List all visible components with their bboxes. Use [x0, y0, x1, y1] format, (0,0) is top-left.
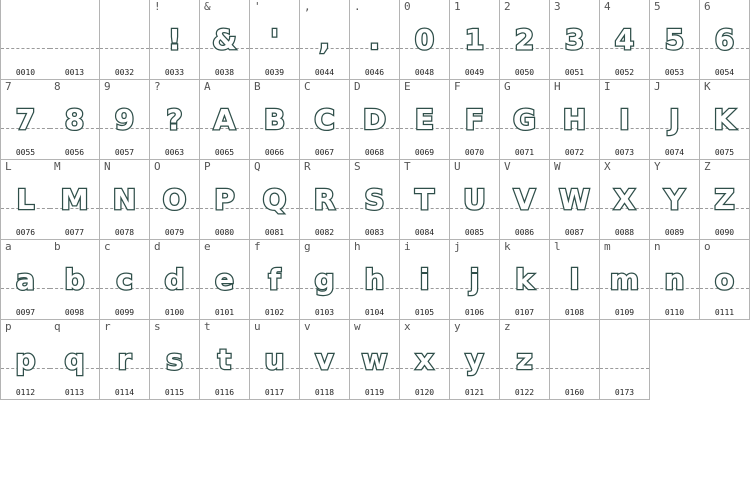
glyph-preview — [50, 20, 99, 60]
glyph-preview: F — [464, 103, 485, 136]
character-label: ? — [154, 80, 161, 93]
character-code: 0065 — [214, 148, 235, 157]
character-label: B — [254, 80, 261, 93]
character-label: w — [354, 320, 361, 333]
character-code: 0054 — [714, 68, 735, 77]
glyph-preview: E — [414, 103, 435, 136]
character-label: R — [304, 160, 311, 173]
glyph-cell[interactable] — [200, 0, 250, 80]
glyph-cell[interactable] — [600, 80, 650, 160]
character-code: 0080 — [214, 228, 235, 237]
character-label: m — [604, 240, 611, 253]
glyph-preview: A — [213, 103, 236, 136]
character-code: 0010 — [15, 68, 36, 77]
glyph-cell[interactable] — [550, 320, 600, 400]
glyph-cell[interactable] — [450, 240, 500, 320]
glyph-preview: 2 — [514, 23, 535, 56]
character-code: 0073 — [614, 148, 635, 157]
glyph-preview — [100, 20, 149, 60]
glyph-cell[interactable] — [350, 320, 400, 400]
glyph-cell[interactable] — [0, 320, 51, 400]
glyph-preview: H — [562, 103, 587, 136]
glyph-preview: X — [613, 183, 636, 216]
glyph-cell[interactable] — [350, 0, 400, 80]
character-label: c — [104, 240, 111, 253]
glyph-cell[interactable] — [200, 240, 250, 320]
character-code: 0048 — [414, 68, 435, 77]
glyph-preview: j — [469, 263, 480, 296]
character-code: 0089 — [664, 228, 685, 237]
character-label: Y — [654, 160, 661, 173]
glyph-cell[interactable] — [350, 80, 400, 160]
character-code: 0117 — [264, 388, 285, 397]
character-code: 0104 — [364, 308, 385, 317]
character-label: C — [304, 80, 311, 93]
glyph-preview: 3 — [564, 23, 585, 56]
character-label: z — [504, 320, 511, 333]
glyph-cell[interactable] — [300, 240, 350, 320]
character-code: 0119 — [364, 388, 385, 397]
character-label: & — [204, 0, 211, 13]
character-label: F — [454, 80, 461, 93]
character-code: 0013 — [64, 68, 85, 77]
character-code: 0108 — [564, 308, 585, 317]
glyph-preview: M — [60, 183, 89, 216]
glyph-preview: L — [16, 183, 35, 216]
character-label: 8 — [54, 80, 61, 93]
character-code: 0114 — [114, 388, 135, 397]
character-label: 4 — [604, 0, 611, 13]
character-code: 0160 — [564, 388, 585, 397]
character-code: 0050 — [514, 68, 535, 77]
glyph-preview: Y — [664, 183, 685, 216]
character-code: 0044 — [314, 68, 335, 77]
glyph-preview: s — [166, 343, 183, 376]
character-code: 0067 — [314, 148, 335, 157]
character-label: D — [354, 80, 361, 93]
character-code: 0120 — [414, 388, 435, 397]
glyph-preview: o — [714, 263, 735, 296]
glyph-preview: h — [364, 263, 385, 296]
character-code: 0078 — [114, 228, 135, 237]
glyph-row — [0, 320, 751, 400]
character-label: k — [504, 240, 511, 253]
glyph-preview: S — [364, 183, 385, 216]
glyph-cell[interactable] — [150, 80, 200, 160]
character-label: S — [354, 160, 361, 173]
glyph-cell[interactable] — [500, 240, 550, 320]
character-label: V — [504, 160, 511, 173]
glyph-cell[interactable] — [0, 80, 51, 160]
glyph-preview: r — [117, 343, 132, 376]
character-label: j — [454, 240, 461, 253]
glyph-preview: Q — [262, 183, 287, 216]
glyph-preview: p — [15, 343, 36, 376]
glyph-preview: J — [669, 103, 680, 136]
glyph-cell[interactable] — [300, 80, 350, 160]
glyph-preview: 4 — [614, 23, 635, 56]
glyph-preview: K — [713, 103, 736, 136]
glyph-preview: R — [313, 183, 336, 216]
character-code: 0102 — [264, 308, 285, 317]
glyph-preview: w — [361, 343, 388, 376]
character-code: 0122 — [514, 388, 535, 397]
glyph-preview: W — [559, 183, 590, 216]
character-code: 0088 — [614, 228, 635, 237]
glyph-cell[interactable] — [150, 160, 200, 240]
glyph-cell[interactable] — [400, 240, 450, 320]
character-code: 0118 — [314, 388, 335, 397]
glyph-preview: i — [419, 263, 430, 296]
character-code: 0087 — [564, 228, 585, 237]
glyph-cell[interactable] — [700, 0, 750, 80]
character-label: 0 — [404, 0, 411, 13]
glyph-preview: g — [314, 263, 335, 296]
character-code: 0113 — [64, 388, 85, 397]
character-code: 0115 — [164, 388, 185, 397]
glyph-preview: a — [16, 263, 35, 296]
glyph-cell[interactable] — [500, 80, 550, 160]
character-label: i — [404, 240, 411, 253]
character-code: 0068 — [364, 148, 385, 157]
glyph-preview: ! — [168, 23, 181, 56]
character-label: E — [404, 80, 411, 93]
character-code: 0057 — [114, 148, 135, 157]
glyph-cell[interactable] — [650, 80, 700, 160]
glyph-preview: m — [609, 263, 640, 296]
glyph-cell[interactable] — [250, 160, 300, 240]
glyph-preview: B — [263, 103, 286, 136]
glyph-cell[interactable] — [600, 160, 650, 240]
character-label: v — [304, 320, 311, 333]
character-code: 0110 — [664, 308, 685, 317]
glyph-row — [0, 160, 751, 240]
character-code: 0101 — [214, 308, 235, 317]
glyph-cell[interactable] — [250, 320, 300, 400]
character-label: J — [654, 80, 661, 93]
glyph-preview: . — [369, 23, 380, 56]
glyph-preview: 1 — [464, 23, 485, 56]
glyph-preview: 5 — [664, 23, 685, 56]
character-label: x — [404, 320, 411, 333]
glyph-preview: b — [64, 263, 85, 296]
glyph-preview: & — [212, 23, 237, 56]
glyph-row — [0, 240, 751, 320]
glyph-preview: y — [465, 343, 484, 376]
glyph-preview: ' — [270, 23, 279, 56]
character-code: 0049 — [464, 68, 485, 77]
glyph-cell[interactable] — [0, 0, 51, 80]
glyph-cell[interactable] — [300, 0, 350, 80]
character-code: 0106 — [464, 308, 485, 317]
character-label: Q — [254, 160, 261, 173]
glyph-row — [0, 0, 751, 80]
glyph-cell[interactable] — [500, 0, 550, 80]
character-label: G — [504, 80, 511, 93]
glyph-cell[interactable] — [450, 160, 500, 240]
glyph-cell[interactable] — [100, 80, 150, 160]
character-label: K — [704, 80, 711, 93]
glyph-cell[interactable] — [200, 320, 250, 400]
character-label: l — [554, 240, 561, 253]
glyph-cell[interactable] — [550, 160, 600, 240]
character-label: 3 — [554, 0, 561, 13]
glyph-cell[interactable] — [300, 160, 350, 240]
character-label: n — [654, 240, 661, 253]
character-label: A — [204, 80, 211, 93]
character-code: 0056 — [64, 148, 85, 157]
character-code: 0121 — [464, 388, 485, 397]
character-code: 0055 — [15, 148, 36, 157]
character-code: 0069 — [414, 148, 435, 157]
character-code: 0100 — [164, 308, 185, 317]
glyph-cell[interactable] — [600, 320, 650, 400]
glyph-cell[interactable] — [100, 0, 150, 80]
character-code: 0109 — [614, 308, 635, 317]
character-label: O — [154, 160, 161, 173]
glyph-cell[interactable] — [400, 160, 450, 240]
character-code: 0112 — [15, 388, 36, 397]
glyph-preview: T — [414, 183, 435, 216]
glyph-cell[interactable] — [400, 320, 450, 400]
glyph-preview: Z — [714, 183, 735, 216]
character-code: 0066 — [264, 148, 285, 157]
character-code: 0051 — [564, 68, 585, 77]
glyph-cell[interactable] — [50, 0, 100, 80]
character-label: 7 — [5, 80, 12, 93]
character-code: 0074 — [664, 148, 685, 157]
glyph-preview: u — [264, 343, 285, 376]
character-label: Z — [704, 160, 711, 173]
glyph-cell[interactable] — [0, 160, 51, 240]
glyph-cell[interactable] — [250, 80, 300, 160]
glyph-cell[interactable] — [700, 240, 750, 320]
glyph-cell[interactable] — [50, 320, 100, 400]
character-label: s — [154, 320, 161, 333]
character-label: p — [5, 320, 12, 333]
character-code: 0105 — [414, 308, 435, 317]
character-label: r — [104, 320, 111, 333]
character-code: 0083 — [364, 228, 385, 237]
glyph-preview: V — [513, 183, 536, 216]
glyph-preview: O — [162, 183, 187, 216]
glyph-cell[interactable] — [250, 0, 300, 80]
character-code: 0046 — [364, 68, 385, 77]
character-label: H — [554, 80, 561, 93]
character-label: , — [304, 0, 311, 13]
character-code: 0082 — [314, 228, 335, 237]
glyph-preview — [1, 20, 50, 60]
glyph-preview: 6 — [714, 23, 735, 56]
glyph-cell[interactable] — [550, 240, 600, 320]
glyph-preview: t — [217, 343, 232, 376]
character-code: 0173 — [614, 388, 635, 397]
glyph-cell[interactable] — [550, 0, 600, 80]
glyph-preview: N — [112, 183, 137, 216]
glyph-preview: 7 — [15, 103, 36, 136]
character-code: 0081 — [264, 228, 285, 237]
glyph-cell[interactable] — [700, 160, 750, 240]
character-code: 0070 — [464, 148, 485, 157]
glyph-cell[interactable] — [300, 320, 350, 400]
glyph-cell[interactable] — [600, 240, 650, 320]
glyph-preview: x — [415, 343, 434, 376]
character-code: 0116 — [214, 388, 235, 397]
glyph-preview: 8 — [64, 103, 85, 136]
glyph-cell[interactable] — [650, 240, 700, 320]
glyph-cell[interactable] — [650, 0, 700, 80]
character-label: 6 — [704, 0, 711, 13]
glyph-cell[interactable] — [500, 160, 550, 240]
glyph-cell[interactable] — [500, 320, 550, 400]
character-label: I — [604, 80, 611, 93]
glyph-cell[interactable] — [100, 240, 150, 320]
character-code: 0099 — [114, 308, 135, 317]
character-label: L — [5, 160, 12, 173]
glyph-cell[interactable] — [50, 240, 100, 320]
character-label: ! — [154, 0, 161, 13]
character-label: T — [404, 160, 411, 173]
glyph-cell[interactable] — [50, 160, 100, 240]
glyph-preview: G — [513, 103, 536, 136]
glyph-preview: 9 — [114, 103, 135, 136]
character-code: 0103 — [314, 308, 335, 317]
character-code: 0098 — [64, 308, 85, 317]
character-label: 9 — [104, 80, 111, 93]
character-label: . — [354, 0, 361, 13]
glyph-cell[interactable] — [150, 0, 200, 80]
glyph-preview: k — [515, 263, 534, 296]
glyph-cell[interactable] — [350, 160, 400, 240]
glyph-preview: n — [664, 263, 685, 296]
character-code: 0084 — [414, 228, 435, 237]
character-code: 0032 — [114, 68, 135, 77]
glyph-cell[interactable] — [450, 320, 500, 400]
glyph-preview — [600, 340, 649, 380]
character-label: 5 — [654, 0, 661, 13]
glyph-cell[interactable] — [550, 80, 600, 160]
character-label: 1 — [454, 0, 461, 13]
glyph-preview: D — [362, 103, 387, 136]
character-label: u — [254, 320, 261, 333]
character-code: 0071 — [514, 148, 535, 157]
glyph-cell[interactable] — [400, 80, 450, 160]
character-label: h — [354, 240, 361, 253]
character-code: 0086 — [514, 228, 535, 237]
character-label: M — [54, 160, 61, 173]
glyph-cell[interactable] — [50, 80, 100, 160]
glyph-cell[interactable] — [250, 240, 300, 320]
glyph-preview: 0 — [414, 23, 435, 56]
character-code: 0053 — [664, 68, 685, 77]
glyph-cell[interactable] — [350, 240, 400, 320]
glyph-cell[interactable] — [450, 80, 500, 160]
glyph-preview: f — [268, 263, 281, 296]
glyph-cell[interactable] — [200, 80, 250, 160]
glyph-cell[interactable] — [700, 80, 750, 160]
character-code: 0097 — [15, 308, 36, 317]
glyph-preview: l — [569, 263, 580, 296]
character-code: 0111 — [714, 308, 735, 317]
character-code: 0063 — [164, 148, 185, 157]
glyph-preview: q — [64, 343, 85, 376]
glyph-preview: I — [619, 103, 630, 136]
glyph-preview: v — [315, 343, 334, 376]
character-label: b — [54, 240, 61, 253]
character-code: 0077 — [64, 228, 85, 237]
character-label: d — [154, 240, 161, 253]
character-label: P — [204, 160, 211, 173]
character-label: e — [204, 240, 211, 253]
glyph-preview: e — [215, 263, 234, 296]
character-code: 0075 — [714, 148, 735, 157]
character-label: t — [204, 320, 211, 333]
glyph-cell[interactable] — [150, 320, 200, 400]
character-code: 0076 — [15, 228, 36, 237]
character-label: W — [554, 160, 561, 173]
glyph-cell[interactable] — [100, 320, 150, 400]
glyph-preview: U — [463, 183, 486, 216]
character-code: 0033 — [164, 68, 185, 77]
glyph-cell[interactable] — [400, 0, 450, 80]
character-label: f — [254, 240, 261, 253]
glyph-preview: , — [319, 23, 330, 56]
character-label: U — [454, 160, 461, 173]
glyph-preview: C — [314, 103, 335, 136]
character-code: 0090 — [714, 228, 735, 237]
glyph-cell[interactable] — [150, 240, 200, 320]
glyph-preview: d — [164, 263, 185, 296]
character-code: 0072 — [564, 148, 585, 157]
glyph-cell[interactable] — [0, 240, 51, 320]
character-code: 0107 — [514, 308, 535, 317]
character-label: ' — [254, 0, 261, 13]
glyph-cell[interactable] — [600, 0, 650, 80]
character-label: q — [54, 320, 61, 333]
glyph-cell[interactable] — [200, 160, 250, 240]
character-label: g — [304, 240, 311, 253]
character-code: 0085 — [464, 228, 485, 237]
glyph-preview: ? — [166, 103, 183, 136]
glyph-preview: c — [116, 263, 133, 296]
glyph-row — [0, 80, 751, 160]
character-label: a — [5, 240, 12, 253]
character-label: N — [104, 160, 111, 173]
character-label: X — [604, 160, 611, 173]
glyph-cell[interactable] — [650, 160, 700, 240]
glyph-cell[interactable] — [100, 160, 150, 240]
character-label: o — [704, 240, 711, 253]
glyph-cell[interactable] — [450, 0, 500, 80]
character-code: 0079 — [164, 228, 185, 237]
character-label: y — [454, 320, 461, 333]
character-label: 2 — [504, 0, 511, 13]
character-code: 0039 — [264, 68, 285, 77]
glyph-preview — [550, 340, 599, 380]
glyph-preview: P — [214, 183, 235, 216]
character-code: 0038 — [214, 68, 235, 77]
character-code: 0052 — [614, 68, 635, 77]
glyph-preview: z — [516, 343, 533, 376]
